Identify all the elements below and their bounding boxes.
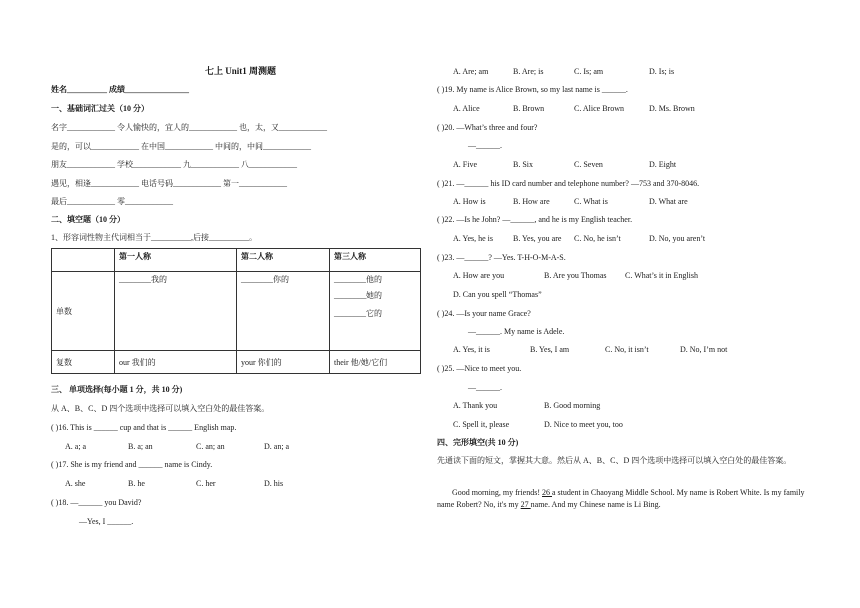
option: A. she	[65, 479, 86, 488]
option: B. Yes, you are	[513, 234, 562, 243]
vocab-row: 朋友____________ 学校____________ 九____________ 八____________	[51, 160, 297, 169]
row-label-singular: 单数	[52, 272, 115, 351]
question-18: ( )18. —______ you David?	[51, 498, 142, 507]
option: D. Ms. Brown	[649, 104, 695, 113]
option: D. Is; is	[649, 67, 675, 76]
question-20-line2: —______.	[468, 141, 502, 150]
cell-line: ________她的	[334, 291, 382, 300]
section-3-instruction: 从 A、B、C、D 四个选项中选择可以填入空白处的最佳答案。	[51, 404, 270, 413]
cell-first-singular: ________我的	[115, 272, 237, 351]
option: C. Spell it, please	[453, 420, 510, 429]
option: D. No, you aren’t	[649, 234, 706, 243]
option: C. What is	[574, 197, 608, 206]
option: C. an; an	[196, 442, 225, 451]
option: A. Yes, it is	[453, 345, 490, 354]
option: C. Seven	[574, 160, 603, 169]
option: B. Six	[513, 160, 534, 169]
vocab-row: 名字____________ 令人愉快的，宜人的____________ 也，太，又____________	[51, 123, 327, 132]
option: A. Alice	[453, 104, 480, 113]
cell-line: ________它的	[334, 309, 382, 318]
option: D. No, I’m not	[680, 345, 728, 354]
option: B. Yes, I am	[530, 345, 570, 354]
name-score-line: 姓名__________ 成绩________________	[51, 85, 189, 94]
row-label-plural: 复数	[52, 351, 115, 374]
question-24-line2: —______. My name is Adele.	[468, 327, 565, 336]
vocab-row: 是的，可以____________ 在中国____________ 中间的，中间____________	[51, 142, 311, 151]
question-22: ( )22. —Is he John? —______, and he is my English teacher.	[437, 215, 633, 224]
option: B. he	[128, 479, 145, 488]
option: A. How are you	[453, 271, 505, 280]
passage-text: a student in Chaoyang Middle School. My name is Robert White. Is my family name Robert? No, it's my	[437, 488, 805, 509]
cell-first-plural: our 我们的	[115, 351, 237, 374]
option: B. How are	[513, 197, 550, 206]
table-header-second-person: 第二人称	[237, 249, 330, 272]
section-4-heading: 四、完形填空(共 10 分)	[437, 438, 519, 447]
option: D. Can you spell “Thomas”	[453, 290, 542, 299]
option: B. Are; is	[513, 67, 544, 76]
option: C. No, it isn’t	[605, 345, 649, 354]
section-3-heading: 三、 单项选择(每小题 1 分，共 10 分)	[51, 385, 183, 394]
cell-line: ________他的	[334, 275, 382, 284]
option: A. Five	[453, 160, 477, 169]
fill-question-1: 1、形容词性物主代词相当于__________,后接__________。	[51, 233, 257, 242]
section-1-heading: 一、基础词汇过关（10 分）	[51, 104, 149, 113]
option: D. an; a	[264, 442, 290, 451]
question-18-line2: —Yes, I ______.	[79, 517, 134, 526]
table-header-empty	[52, 249, 115, 272]
option: B. a; an	[128, 442, 153, 451]
table-header-third-person: 第三人称	[330, 249, 421, 272]
option: A. Thank you	[453, 401, 498, 410]
question-24: ( )24. —Is your name Grace?	[437, 309, 531, 318]
option: A. a; a	[65, 442, 87, 451]
option: D. Nice to meet you, too	[544, 420, 623, 429]
section-2-heading: 二、填空题（10 分）	[51, 215, 125, 224]
option: D. Eight	[649, 160, 677, 169]
question-16: ( )16. This is ______ cup and that is ______ English map.	[51, 423, 237, 432]
table-header-first-person: 第一人称	[115, 249, 237, 272]
option: C. Is; am	[574, 67, 604, 76]
option: C. What’s it in English	[625, 271, 698, 280]
option: C. Alice Brown	[574, 104, 624, 113]
option: B. Are you Thomas	[544, 271, 607, 280]
question-21: ( )21. —______ his ID card number and telephone number? —753 and 370-8046.	[437, 179, 700, 188]
pronoun-table	[51, 248, 421, 374]
option: C. No, he isn’t	[574, 234, 621, 243]
vocab-row: 最后____________ 零____________	[51, 197, 173, 206]
option: A. How is	[453, 197, 486, 206]
option: D. What are	[649, 197, 688, 206]
option: D. his	[264, 479, 284, 488]
passage-text: name. And my Chinese name is Li Bing.	[530, 500, 661, 509]
cell-third-singular	[330, 272, 421, 351]
cell-third-plural: their 他/她/它们	[330, 351, 421, 374]
section-4-instruction: 先通读下面的短文，掌握其大意。然后从 A、B、C、D 四个选项中选择可以填入空白处的最佳答案。	[437, 456, 792, 465]
blank-27: 27	[520, 500, 531, 509]
question-17: ( )17. She is my friend and ______ name is Cindy.	[51, 460, 213, 469]
option: C. her	[196, 479, 216, 488]
question-25: ( )25. —Nice to meet you.	[437, 364, 522, 373]
question-23: ( )23. —______? —Yes. T-H-O-M-A-S.	[437, 253, 566, 262]
cell-second-plural: your 你们的	[237, 351, 330, 374]
option: A. Are; am	[453, 67, 489, 76]
option: B. Good morning	[544, 401, 601, 410]
question-25-line2: —______.	[468, 383, 502, 392]
blank-26: 26	[542, 488, 552, 497]
cloze-passage	[437, 487, 807, 511]
passage-text: Good morning, my friends!	[452, 488, 542, 497]
question-19: ( )19. My name is Alice Brown, so my last name is ______.	[437, 85, 628, 94]
cell-second-singular: ________你的	[237, 272, 330, 351]
vocab-row: 遇见，相逢____________ 电话号码____________ 第一____________	[51, 179, 287, 188]
question-20: ( )20. —What’s three and four?	[437, 123, 538, 132]
paper-title: 七上 Unit1 周测题	[205, 66, 277, 76]
option: B. Brown	[513, 104, 545, 113]
option: A. Yes, he is	[453, 234, 494, 243]
